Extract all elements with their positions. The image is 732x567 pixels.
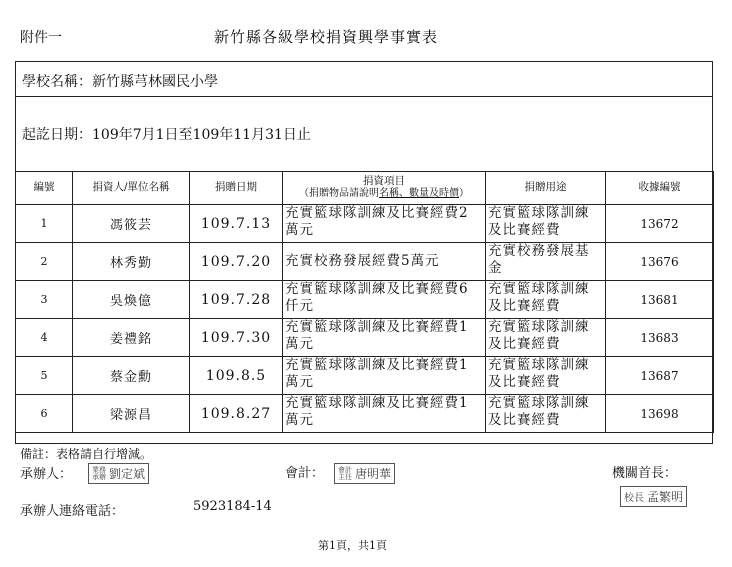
head-stamp	[620, 486, 687, 507]
document-title: 新竹縣各級學校捐資興學事實表	[214, 28, 439, 46]
handler-label: 承辦人：	[20, 467, 73, 482]
cell-no: 4	[16, 319, 73, 357]
header-item-note-pre: （捐贈物品請說明	[299, 188, 379, 200]
header-receipt: 收據編號	[606, 172, 714, 205]
cell-no: 3	[16, 281, 73, 319]
header-item-note-underlined: 名稱、數量及時價	[379, 188, 459, 200]
table-row	[16, 243, 714, 281]
handler-stamp-title: 業務承辦	[92, 465, 106, 481]
cell-item: 充實校務發展經費5萬元	[283, 243, 486, 281]
accounting-stamp	[334, 463, 395, 484]
cell-item: 充實籃球隊訓練及比賽經費1萬元	[283, 395, 486, 433]
accounting-label: 會計：	[285, 466, 325, 481]
head-stamp-name: 孟繁明	[647, 490, 684, 504]
header-donor: 捐資人/單位名稱	[73, 172, 190, 205]
cell-item: 充實籃球隊訓練及比賽經費2萬元	[283, 205, 486, 243]
cell-use: 充實籃球隊訓練及比賽經費	[486, 281, 606, 319]
header-item-note-post: ）	[459, 188, 469, 200]
cell-item: 充實籃球隊訓練及比賽經費1萬元	[283, 319, 486, 357]
head-stamp-title: 校長	[624, 493, 644, 504]
cell-date: 109.7.30	[190, 319, 283, 357]
header-item-note	[283, 188, 485, 201]
table-row	[16, 357, 714, 395]
donation-table	[15, 171, 714, 433]
contact-phone: 5923184-14	[193, 499, 272, 514]
cell-receipt: 13672	[606, 205, 714, 243]
contact-label: 承辦人連絡電話：	[20, 504, 125, 519]
head-label: 機關首長：	[612, 466, 678, 481]
school-name: 學校名稱：新竹縣芎林國民小學	[22, 74, 218, 90]
table-header-row	[16, 172, 714, 205]
divider	[16, 96, 712, 97]
cell-donor: 姜禮銘	[73, 319, 190, 357]
cell-use: 充實籃球隊訓練及比賽經費	[486, 205, 606, 243]
cell-donor: 吳煥億	[73, 281, 190, 319]
attachment-label: 附件一	[20, 30, 62, 46]
cell-no: 6	[16, 395, 73, 433]
cell-no: 2	[16, 243, 73, 281]
cell-receipt: 13687	[606, 357, 714, 395]
cell-receipt: 13698	[606, 395, 714, 433]
cell-donor: 馮筱芸	[73, 205, 190, 243]
accounting-stamp-name: 唐明華	[355, 467, 392, 481]
cell-donor: 梁源昌	[73, 395, 190, 433]
remark-note: 備註：表格請自行增減。	[20, 447, 153, 461]
accounting-stamp-title: 會計主任	[338, 465, 352, 481]
table-row	[16, 205, 714, 243]
cell-receipt: 13681	[606, 281, 714, 319]
page-number: 第1頁，共1頁	[318, 539, 387, 552]
header-use: 捐贈用途	[486, 172, 606, 205]
cell-date: 109.8.27	[190, 395, 283, 433]
cell-use: 充實籃球隊訓練及比賽經費	[486, 357, 606, 395]
header-no: 編號	[16, 172, 73, 205]
cell-donor: 林秀勤	[73, 243, 190, 281]
header-date: 捐贈日期	[190, 172, 283, 205]
table-row	[16, 281, 714, 319]
cell-date: 109.7.20	[190, 243, 283, 281]
cell-item: 充實籃球隊訓練及比賽經費1萬元	[283, 357, 486, 395]
cell-use: 充實校務發展基金	[486, 243, 606, 281]
date-range: 起訖日期：109年7月1日至109年11月31日止	[22, 127, 311, 143]
cell-use: 充實籃球隊訓練及比賽經費	[486, 319, 606, 357]
cell-no: 1	[16, 205, 73, 243]
cell-date: 109.7.13	[190, 205, 283, 243]
table-row	[16, 319, 714, 357]
cell-date: 109.7.28	[190, 281, 283, 319]
table-row	[16, 395, 714, 433]
handler-stamp	[88, 463, 149, 484]
cell-item: 充實籃球隊訓練及比賽經費6仟元	[283, 281, 486, 319]
header-item	[283, 172, 486, 205]
cell-donor: 蔡金勳	[73, 357, 190, 395]
cell-date: 109.8.5	[190, 357, 283, 395]
cell-receipt: 13683	[606, 319, 714, 357]
cell-receipt: 13676	[606, 243, 714, 281]
header-item-title: 捐資項目	[363, 175, 405, 188]
cell-use: 充實籃球隊訓練及比賽經費	[486, 395, 606, 433]
handler-stamp-name: 劉定斌	[109, 467, 146, 481]
cell-no: 5	[16, 357, 73, 395]
